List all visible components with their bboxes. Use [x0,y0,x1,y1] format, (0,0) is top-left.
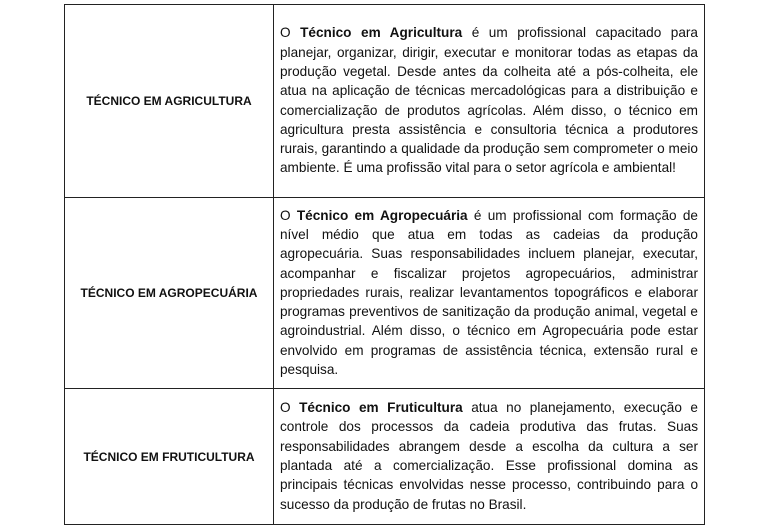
description-text: é um profissional com formação de nível médio que atua em todas as cadeias da produção agropecuária. Suas responsabilidades incluem planejar, executar, acompanhar e fiscalizar projetos agropecuários, administrar propriedades rurais, realizar levantamentos topográficos e elaborar programas preventivos de sanitização da produção animal, vegetal e agroindustrial. Além disso, o técnico em Agropecuária pode estar envolvido em programas de assistência técnica, extensão rural e pesquisa. [280,207,698,378]
description-text: é um profissional capacitado para planejar, organizar, dirigir, executar e monitorar todas as etapas da produção vegetal. Desde antes da colheita até a pós-colheita, ele atua na aplicação de técnicas mercadológicas para a distribuição e comercialização de produtos agrícolas. Além disso, o técnico em agricultura presta assistência e consultoria técnica a produtores rurais, garantindo a qualidade da produção sem comprometer o meio ambiente. É uma profissão vital para o setor agrícola e ambiental! [280,25,698,176]
description-bold-title: Técnico em Fruticultura [299,400,463,416]
course-description-cell [274,198,705,389]
course-name-cell: TÉCNICO EM AGRICULTURA [65,5,274,198]
description-bold-title: Técnico em Agricultura [300,25,463,41]
table-row [65,389,705,525]
description-prefix: O [280,400,300,416]
course-name-cell: TÉCNICO EM FRUTICULTURA [65,389,274,525]
table-row [65,198,705,389]
table-row [65,5,705,198]
courses-table [64,4,705,525]
course-name-cell: TÉCNICO EM AGROPECUÁRIA [65,198,274,389]
description-text: atua no planejamento, execução e controle dos processos da cadeia produtiva das frutas. Suas responsabilidades abrangem desde a escolha da cultura a ser plantada até a comercialização. Esse profissional domina as principais técnicas envolvidas nesse processo, contribuindo para o sucesso da produção de frutas no Brasil. [280,400,698,512]
course-description-cell [274,389,705,525]
description-prefix: O [280,25,301,41]
description-prefix: O [280,207,297,223]
course-description-cell [274,5,705,198]
description-bold-title: Técnico em Agropecuária [296,207,468,223]
